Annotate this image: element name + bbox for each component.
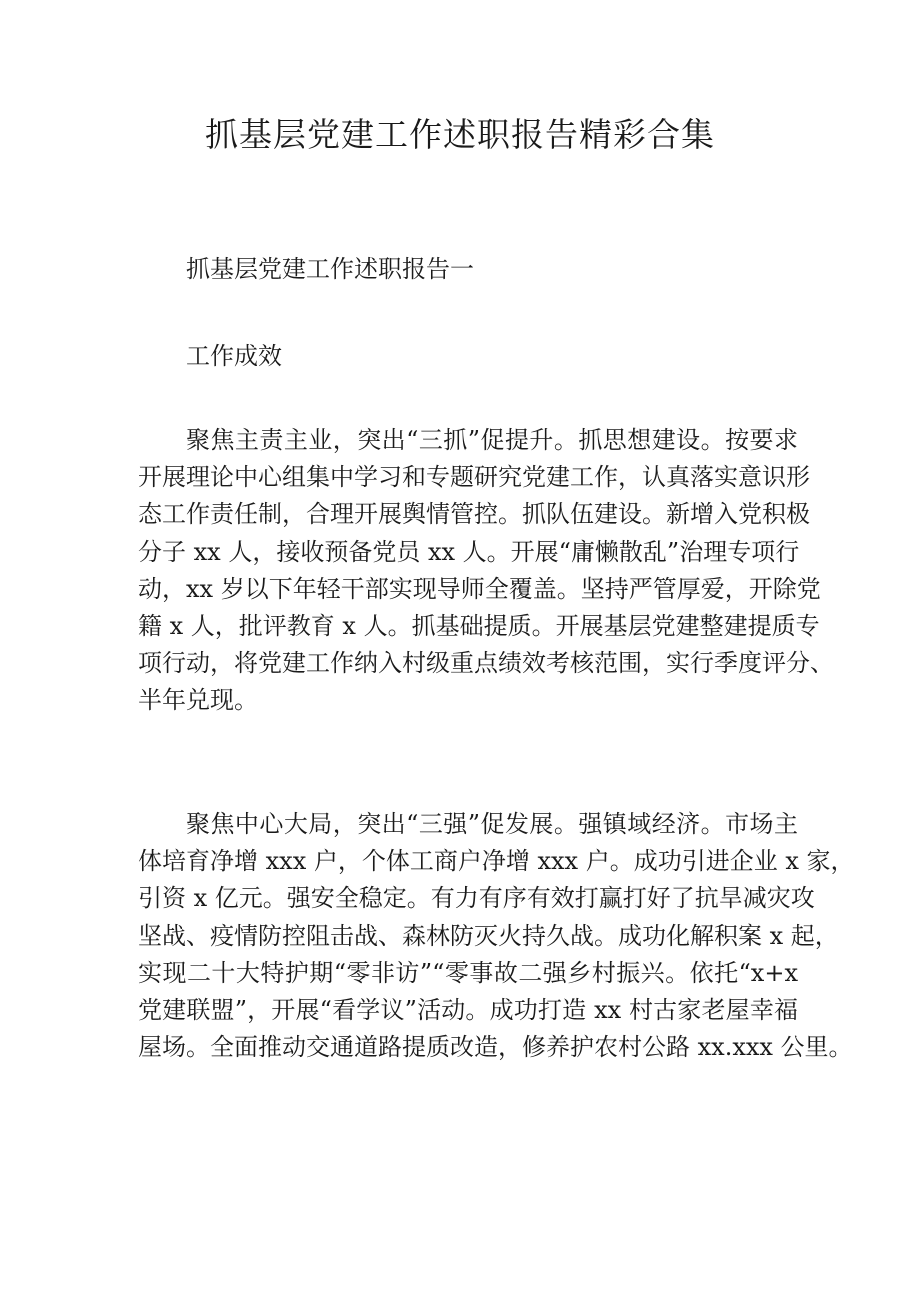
paragraph-line: 坚战、疫情防控阻击战、森林防灭火持久战。成功化解积案 x 起， bbox=[138, 921, 839, 950]
paragraph-line: 屋场。全面推动交通道路提质改造，修养护农村公路 xx.xxx 公里。 bbox=[138, 1033, 853, 1062]
paragraph-line: 实现二十大特护期“零非访”“零事故二强乡村振兴。依托“x+x bbox=[138, 958, 798, 987]
paragraph-line: 动，xx 岁以下年轻干部实现导师全覆盖。坚持严管厚爱，开除党 bbox=[138, 574, 821, 603]
paragraph-2 bbox=[138, 806, 855, 1066]
paragraph-line: 态工作责任制，合理开展舆情管控。抓队伍建设。新增入党积极 bbox=[138, 500, 810, 529]
document-title: 抓基层党建工作述职报告精彩合集 bbox=[205, 115, 715, 154]
paragraph-line: 聚焦主责主业，突出“三抓”促提升。抓思想建设。按要求 bbox=[186, 426, 798, 454]
paragraph-line: 体培育净增 xxx 户，个体工商户净增 xxx 户。成功引进企业 x 家， bbox=[138, 847, 855, 876]
paragraph-line: 籍 x 人，批评教育 x 人。抓基础提质。开展基层党建整建提质专 bbox=[138, 611, 820, 640]
paragraph-line: 开展理论中心组集中学习和专题研究党建工作，认真落实意识形 bbox=[138, 463, 810, 492]
section-heading: 抓基层党建工作述职报告一 bbox=[186, 255, 474, 283]
sub-heading: 工作成效 bbox=[186, 342, 282, 370]
paragraph-line: 半年兑现。 bbox=[138, 686, 258, 715]
paragraph-line: 分子 xx 人，接收预备党员 xx 人。开展“庸懒散乱”治理专项行 bbox=[138, 537, 800, 566]
paragraph-line: 引资 x 亿元。强安全稳定。有力有序有效打赢打好了抗旱减灾攻 bbox=[138, 884, 815, 913]
paragraph-1 bbox=[138, 422, 834, 720]
paragraph-line: 项行动，将党建工作纳入村级重点绩效考核范围，实行季度评分、 bbox=[138, 649, 834, 678]
paragraph-line: 党建联盟”，开展“看学议”活动。成功打造 xx 村古家老屋幸福 bbox=[138, 995, 798, 1024]
paragraph-line: 聚焦中心大局，突出“三强”促发展。强镇域经济。市场主 bbox=[186, 810, 798, 838]
